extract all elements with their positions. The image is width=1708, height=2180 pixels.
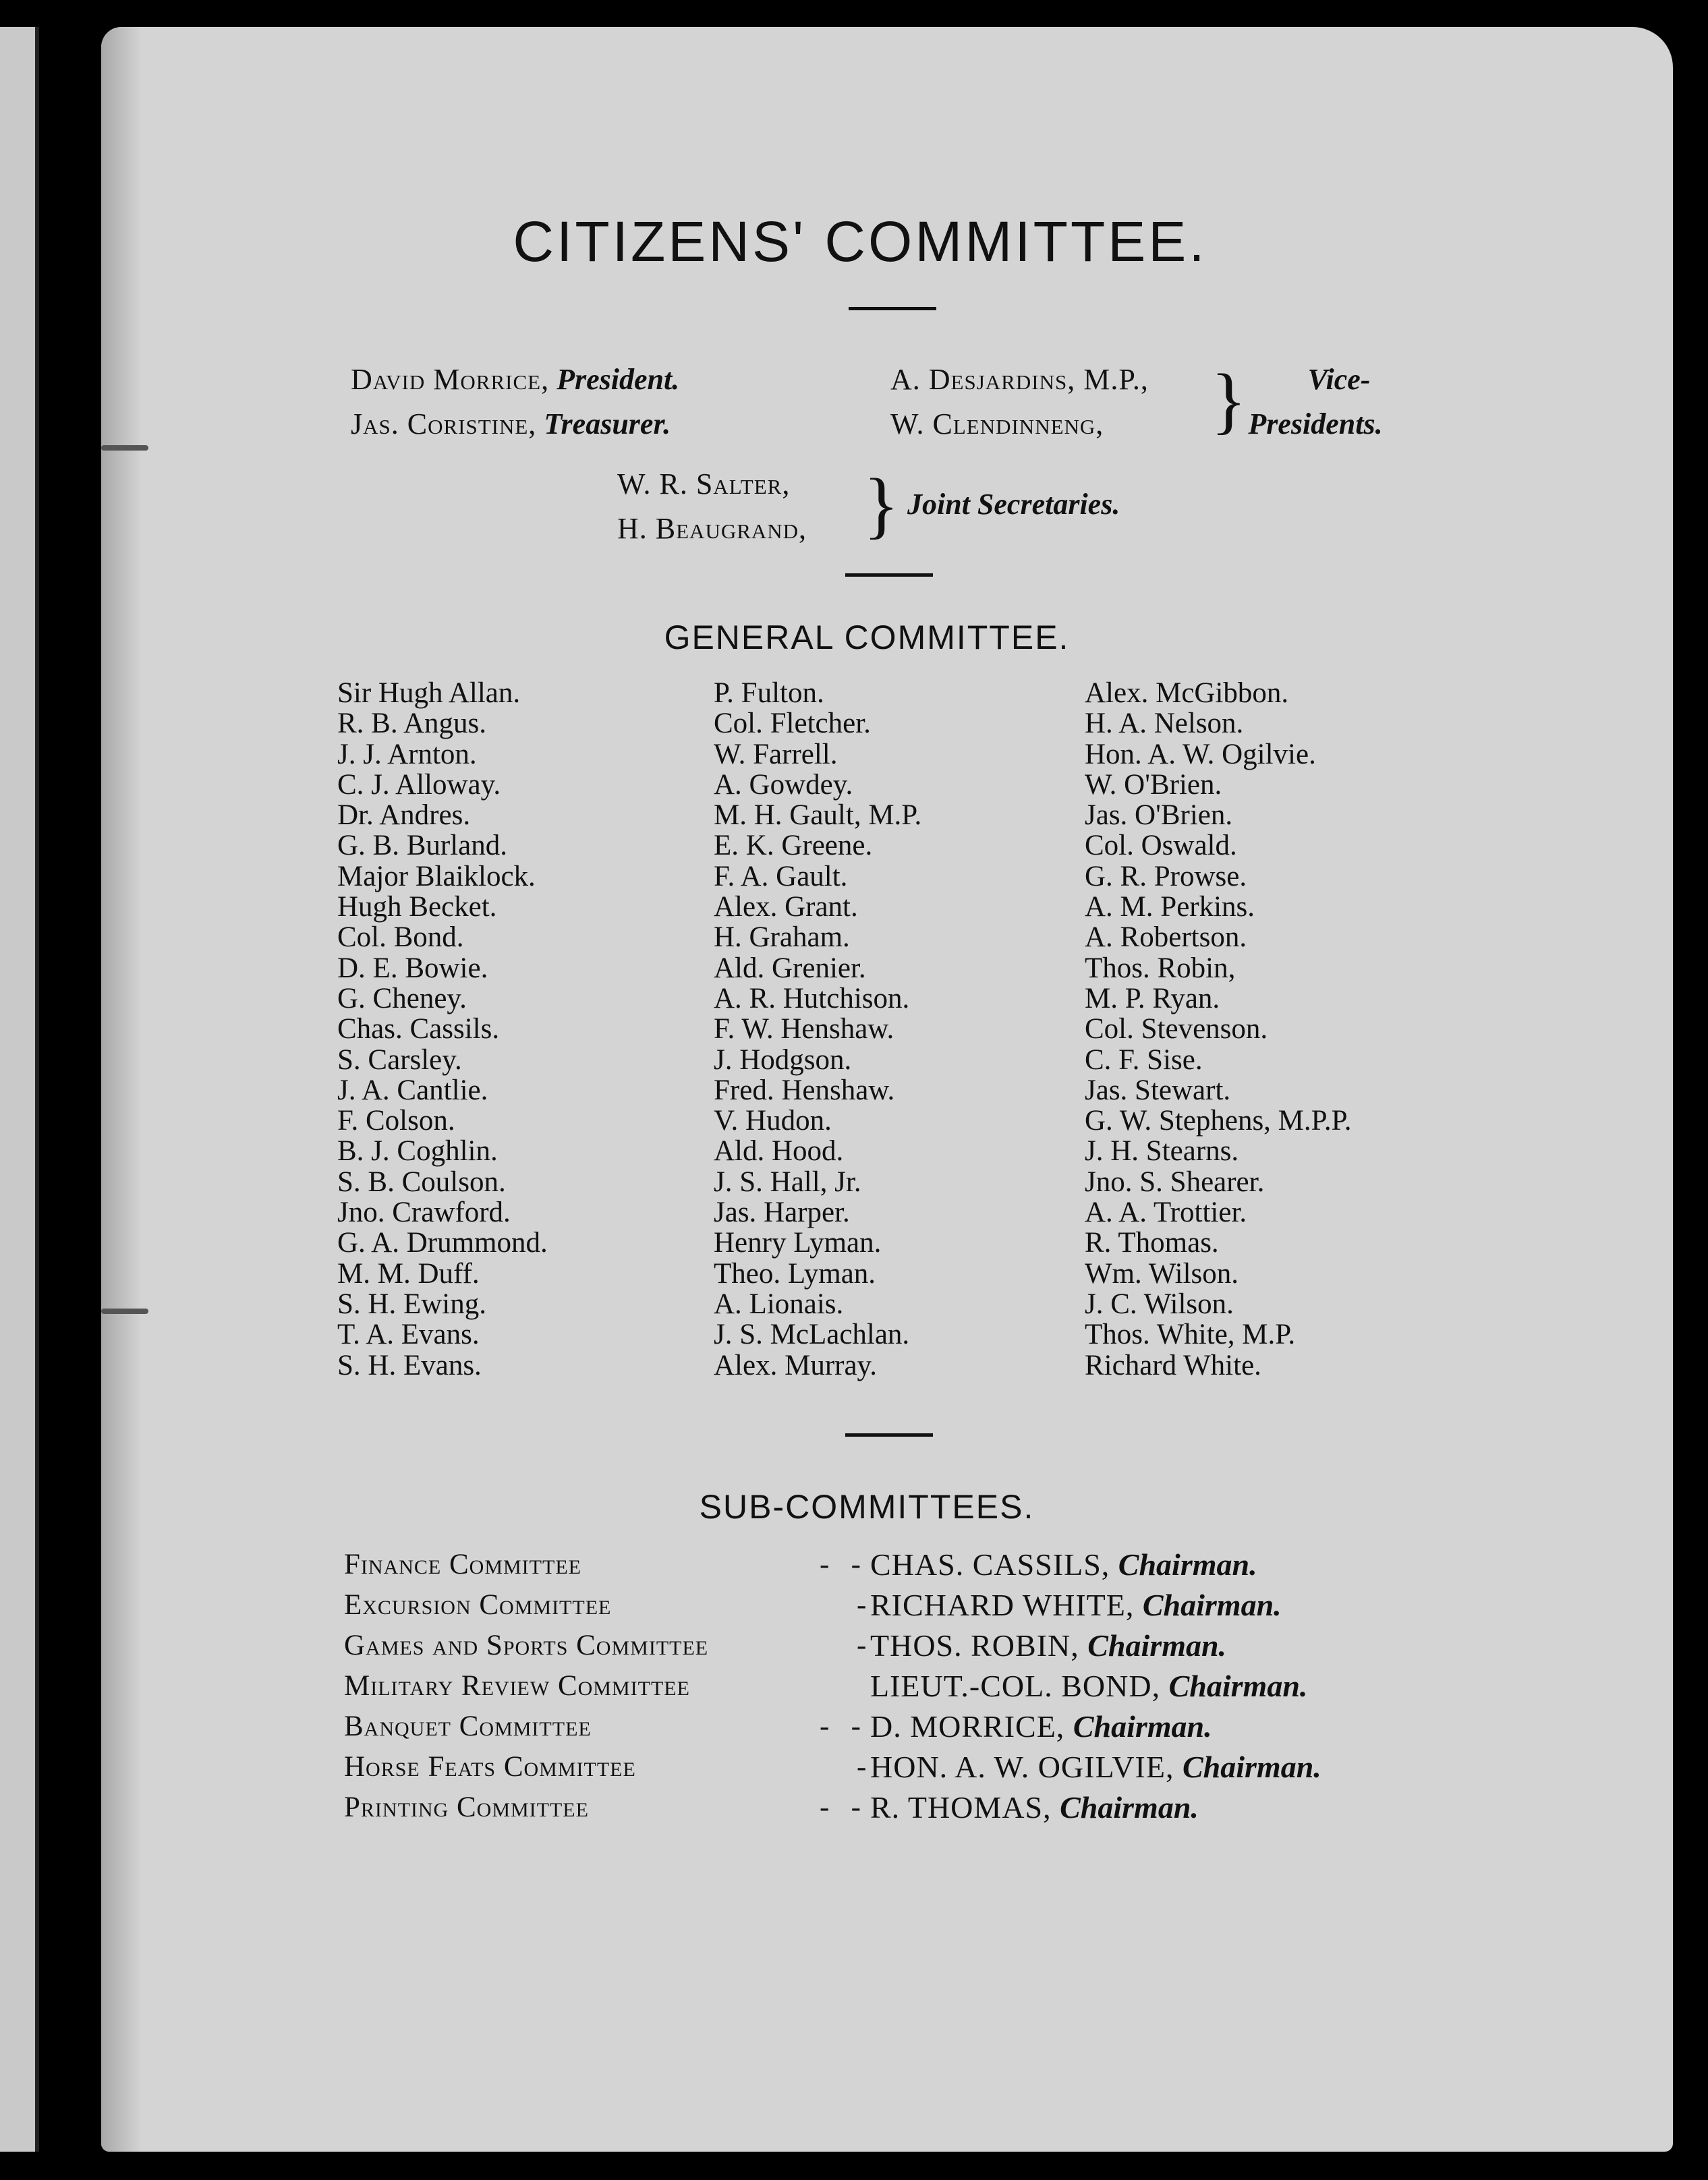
committee-member: Chas. Cassils. [337,1013,500,1045]
committee-member: S. Carsley. [337,1043,462,1076]
committee-member: A. M. Perkins. [1085,891,1255,923]
president-name: David Morrice, [351,363,550,396]
committee-member: Col. Bond. [337,921,464,954]
divider [845,573,933,577]
committee-member: Hon. A. W. Ogilvie. [1085,738,1316,770]
divider [845,1433,933,1437]
committee-member: J. S. Hall, Jr. [714,1166,861,1198]
committee-member: S. H. Evans. [337,1349,482,1381]
sub-committee-name: Finance Committee [344,1549,581,1580]
committee-member: Col. Stevenson. [1085,1013,1268,1045]
sub-committee-chairman [870,1666,1307,1706]
committee-member: Fred. Henshaw. [714,1074,895,1106]
sub-committees-heading: SUB-COMMITTEES. [699,1488,1035,1526]
committee-member: A. Gowdey. [714,768,853,801]
committee-member: Jas. Stewart. [1085,1074,1231,1106]
sub-committee-chairman [870,1585,1282,1626]
committee-member: F. A. Gault. [714,860,848,892]
committee-member: A. R. Hutchison. [714,982,910,1014]
committee-member: M. P. Ryan. [1085,982,1220,1014]
committee-member: Jno. Crawford. [337,1197,511,1229]
leader-dash: - - [820,1711,861,1742]
sub-committee-name: Printing Committee [344,1791,589,1823]
committee-member: J. Hodgson. [714,1043,852,1076]
committee-member: R. Thomas. [1085,1227,1219,1259]
committee-member: M. H. Gault, M.P. [714,799,922,832]
chairman-role: Chairman. [1073,1709,1212,1744]
sub-committee-chairman [870,1747,1321,1787]
committee-member: Major Blaiklock. [337,860,536,892]
chairman-name: D. MORRICE, [870,1709,1073,1744]
treasurer-name: Jas. Coristine, [351,407,537,440]
committee-member: J. S. McLachlan. [714,1319,910,1351]
committee-member: Richard White. [1085,1349,1261,1381]
sub-committee-name: Games and Sports Committee [344,1630,709,1661]
committee-member: J. A. Cantlie. [337,1074,488,1106]
committee-member: H. A. Nelson. [1085,708,1244,740]
committee-member: J. J. Arnton. [337,738,477,770]
committee-member: B. J. Coghlin. [337,1135,498,1168]
brace: } [1211,359,1247,441]
committee-member: G. W. Stephens, M.P.P. [1085,1105,1352,1137]
committee-member: F. W. Henshaw. [714,1013,894,1045]
committee-member: P. Fulton. [714,677,824,709]
page-title: CITIZENS' COMMITTEE. [513,210,1207,273]
leader-dash: - - [820,1549,861,1580]
committee-member: G. B. Burland. [337,830,508,862]
committee-member: F. Colson. [337,1105,455,1137]
committee-member: R. B. Angus. [337,708,487,740]
chairman-role: Chairman. [1060,1790,1199,1825]
committee-member: S. B. Coulson. [337,1166,506,1198]
committee-member: A. A. Trottier. [1085,1197,1247,1229]
leader-dash: - [857,1630,867,1661]
committee-member: Col. Fletcher. [714,708,871,740]
committee-member: V. Hudon. [714,1105,832,1137]
adjacent-page-edge [0,27,39,2152]
sub-committee-chairman [870,1706,1212,1747]
chairman-role: Chairman. [1168,1669,1308,1703]
committee-member: Alex. Grant. [714,891,858,923]
committee-member: Ald. Hood. [714,1135,844,1168]
committee-member: Alex. Murray. [714,1349,878,1381]
committee-member: G. A. Drummond. [337,1227,548,1259]
chairman-role: Chairman. [1118,1547,1257,1582]
chairman-role: Chairman. [1142,1588,1282,1622]
committee-member: Jas. O'Brien. [1085,799,1233,832]
committee-member: Jas. Harper. [714,1197,850,1229]
sub-committee-name: Horse Feats Committee [344,1751,636,1783]
treasurer-role: Treasurer. [544,407,671,440]
chairman-name: R. THOMAS, [870,1790,1060,1825]
committee-member: A. Lionais. [714,1288,844,1320]
sub-committee-chairman [870,1545,1257,1585]
sub-committee-chairman [870,1626,1226,1666]
secretary-2: H. Beaugrand, [617,512,807,545]
committee-member: Theo. Lyman. [714,1257,876,1290]
committee-member: G. R. Prowse. [1085,860,1247,892]
committee-member: Alex. McGibbon. [1085,677,1289,709]
secretaries [617,462,807,551]
committee-member: C. J. Alloway. [337,768,501,801]
chairman-role: Chairman. [1087,1628,1227,1663]
sub-committee-name: Excursion Committee [344,1589,612,1621]
committee-member: J. C. Wilson. [1085,1288,1234,1320]
chairman-name: RICHARD WHITE, [870,1588,1143,1622]
leader-dash: - [857,1751,867,1783]
brace: } [863,463,899,546]
committee-member: Sir Hugh Allan. [337,677,521,709]
general-committee-col-1 [337,678,548,1381]
committee-member: Henry Lyman. [714,1227,882,1259]
secretaries-role: Joint Secretaries. [907,488,1120,521]
document-page [101,27,1673,2152]
committee-member: Wm. Wilson. [1085,1257,1239,1290]
officers-vice [890,357,1149,447]
vice-president-1: A. Desjardins, M.P., [890,363,1149,396]
committee-member: C. F. Sise. [1085,1043,1203,1076]
committee-member: Col. Oswald. [1085,830,1237,862]
sub-committee-name: Military Review Committee [344,1670,690,1702]
committee-member: S. H. Ewing. [337,1288,486,1320]
leader-dash: - [857,1589,867,1621]
general-committee-col-2 [714,678,921,1381]
committee-member: Hugh Becket. [337,891,497,923]
committee-member: H. Graham. [714,921,850,954]
chairman-name: LIEUT.-COL. BOND, [870,1669,1169,1703]
committee-member: W. Farrell. [714,738,838,770]
divider [849,307,936,310]
committee-member: A. Robertson. [1085,921,1247,954]
committee-member: J. H. Stearns. [1085,1135,1239,1168]
general-committee-col-3 [1085,678,1351,1381]
chairman-role: Chairman. [1182,1750,1321,1784]
chairman-name: THOS. ROBIN, [870,1628,1088,1663]
officers-left [351,357,679,447]
general-committee-heading: GENERAL COMMITTEE. [664,619,1070,656]
committee-member: Ald. Grenier. [714,952,866,984]
chairman-name: HON. A. W. OGILVIE, [870,1750,1183,1784]
committee-member: T. A. Evans. [337,1319,480,1351]
committee-member: D. E. Bowie. [337,952,488,984]
chairman-name: CHAS. CASSILS, [870,1547,1118,1582]
president-role: President. [557,363,680,396]
committee-member: Jno. S. Shearer. [1085,1166,1265,1198]
committee-member: Thos. Robin, [1085,952,1236,984]
committee-member: Thos. White, M.P. [1085,1319,1296,1351]
vice-president-role: Vice- Presidents. [1248,363,1383,440]
committee-member: Dr. Andres. [337,799,471,832]
sub-committee-chairman [870,1787,1199,1828]
committee-member: E. K. Greene. [714,830,873,862]
leader-dash: - - [820,1791,861,1823]
committee-member: W. O'Brien. [1085,768,1222,801]
committee-member: G. Cheney. [337,982,467,1014]
sub-committee-name: Banquet Committee [344,1711,592,1742]
vice-president-2: W. Clendinneng, [890,407,1104,440]
committee-member: M. M. Duff. [337,1257,480,1290]
secretary-1: W. R. Salter, [617,467,791,500]
